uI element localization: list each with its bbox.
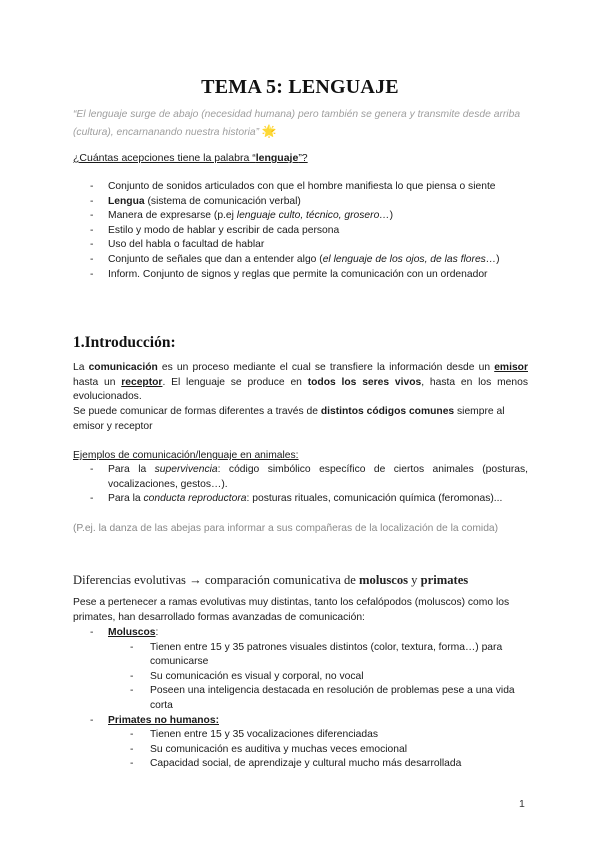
text: . El lenguaje se produce en [162, 376, 308, 388]
acepciones-list [73, 180, 528, 282]
section-heading-diferencias [73, 573, 468, 588]
bold-text: distintos códigos comunes [320, 406, 455, 417]
list-item [108, 757, 528, 772]
question-after: ”? [298, 152, 308, 164]
list-item-primates [73, 714, 528, 772]
question-heading [73, 152, 308, 164]
list-item [108, 684, 528, 713]
list-item [73, 180, 528, 195]
list-item [73, 463, 528, 492]
item-text: Para la [108, 464, 155, 475]
list-item-moluscos [73, 626, 528, 714]
heading-bold: moluscos [359, 573, 409, 587]
item-text: Tienen entre 15 y 35 vocalizaciones diferenciadas [150, 729, 379, 741]
text: es un proceso mediante el cual se transfiere la información desde un [157, 362, 495, 373]
epigraph-quote [73, 106, 533, 141]
item-text: Tienen entre 15 y 35 patrones visuales distintos (color, textura, forma…) para comunicarse [150, 641, 503, 668]
list-item [108, 670, 528, 685]
item-text: Uso del habla o facultad de hablar [108, 239, 265, 251]
item-text: Para la [108, 493, 144, 505]
item-italic: el lenguaje de los ojos, de las flores… [322, 253, 497, 265]
bold-text: todos los seres vivos [307, 376, 422, 388]
list-item [108, 641, 528, 670]
item-text: (sistema de comunicación verbal) [144, 195, 301, 207]
list-item [73, 268, 528, 283]
diferencias-list [73, 626, 528, 772]
item-text: Conjunto de sonidos articulados con que el hombre manifiesta lo que piensa o siente [108, 181, 496, 192]
intro-paragraph-2 [73, 405, 528, 434]
text: Se puede comunicar de formas diferentes a través de [73, 406, 321, 417]
bold-text: comunicación [88, 362, 158, 373]
ejemplos-title: Ejemplos de comunicación/lenguaje en animales: [73, 450, 299, 461]
diferencias-intro: Pese a pertenecer a ramas evolutivas muy distintas, tanto los cefalópodos (moluscos) como los primates, han desarrollado formas avanzadas de comunicación: [73, 597, 510, 623]
text: siempre al emisor y receptor [73, 406, 505, 432]
item-text: Poseen una inteligencia destacada en resolución de problemas pese a una vida corta [150, 685, 515, 711]
list-item [73, 209, 528, 224]
item-text: Conjunto de señales que dan a entender algo ( [108, 253, 323, 265]
text: , hasta en los menos evolucionados. [73, 376, 529, 403]
item-text: Estilo y modo de hablar y escribir de cada persona [108, 224, 340, 236]
item-text: ) [389, 210, 394, 222]
intro-paragraph-1 [73, 361, 528, 405]
list-item [73, 195, 528, 210]
bold-underlined-text: receptor [121, 376, 163, 388]
item-italic: lenguaje culto, técnico, grosero… [236, 210, 390, 222]
heading-text: y [408, 573, 421, 587]
text: hasta un [73, 376, 122, 388]
list-item [73, 238, 528, 253]
item-italic: conducta reproductora [143, 493, 247, 505]
list-item [108, 743, 528, 758]
item-text: : posturas rituales, comunicación química (feromonas)... [246, 493, 503, 505]
primates-label: Primates no humanos: [108, 714, 219, 726]
page-number: 1 [519, 798, 525, 810]
section-heading-introduccion: 1.Introducción: [73, 334, 176, 351]
list-item [73, 253, 528, 268]
question-bold: lenguaje [255, 152, 299, 164]
item-text: Capacidad social, de aprendizaje y cultural mucho más desarrollada [150, 758, 462, 770]
bold-underlined-text: emisor [494, 362, 528, 373]
item-text: Su comunicación es visual y corporal, no vocal [150, 670, 364, 682]
item-italic: supervivencia [154, 464, 218, 475]
list-item [73, 492, 528, 507]
item-text: Inform. Conjunto de signos y reglas que permite la comunicación con un ordenador [108, 268, 488, 280]
item-bold: Lengua [108, 195, 145, 207]
ejemplos-note: (P.ej. la danza de las abejas para informar a sus compañeras de la localización de la comida) [73, 523, 499, 534]
colon: : [155, 627, 159, 638]
page-title: TEMA 5: LENGUAJE [201, 76, 399, 98]
text: La [73, 362, 89, 373]
quote-text: “El lenguaje surge de abajo (necesidad humana) pero también se genera y transmite desde arriba (cultura), encarnanando nuestra historia” [73, 109, 521, 138]
item-text: Manera de expresarse (p.ej [108, 210, 237, 222]
heading-text: Diferencias evolutivas → comparación comunicativa de [73, 573, 360, 587]
list-item [108, 728, 528, 743]
item-text: Su comunicación es auditiva y muchas veces emocional [150, 743, 407, 755]
question-before: ¿Cuántas acepciones tiene la palabra “ [73, 152, 256, 164]
ejemplos-list [73, 463, 528, 507]
moluscos-label: Moluscos [108, 627, 156, 638]
heading-bold: primates [420, 573, 469, 587]
item-text: : código simbólico específico de ciertos animales (posturas, vocalizaciones, gestos…). [108, 464, 528, 490]
star-icon: 🌟 [261, 124, 277, 138]
item-text: ) [496, 253, 500, 265]
list-item [73, 224, 528, 239]
